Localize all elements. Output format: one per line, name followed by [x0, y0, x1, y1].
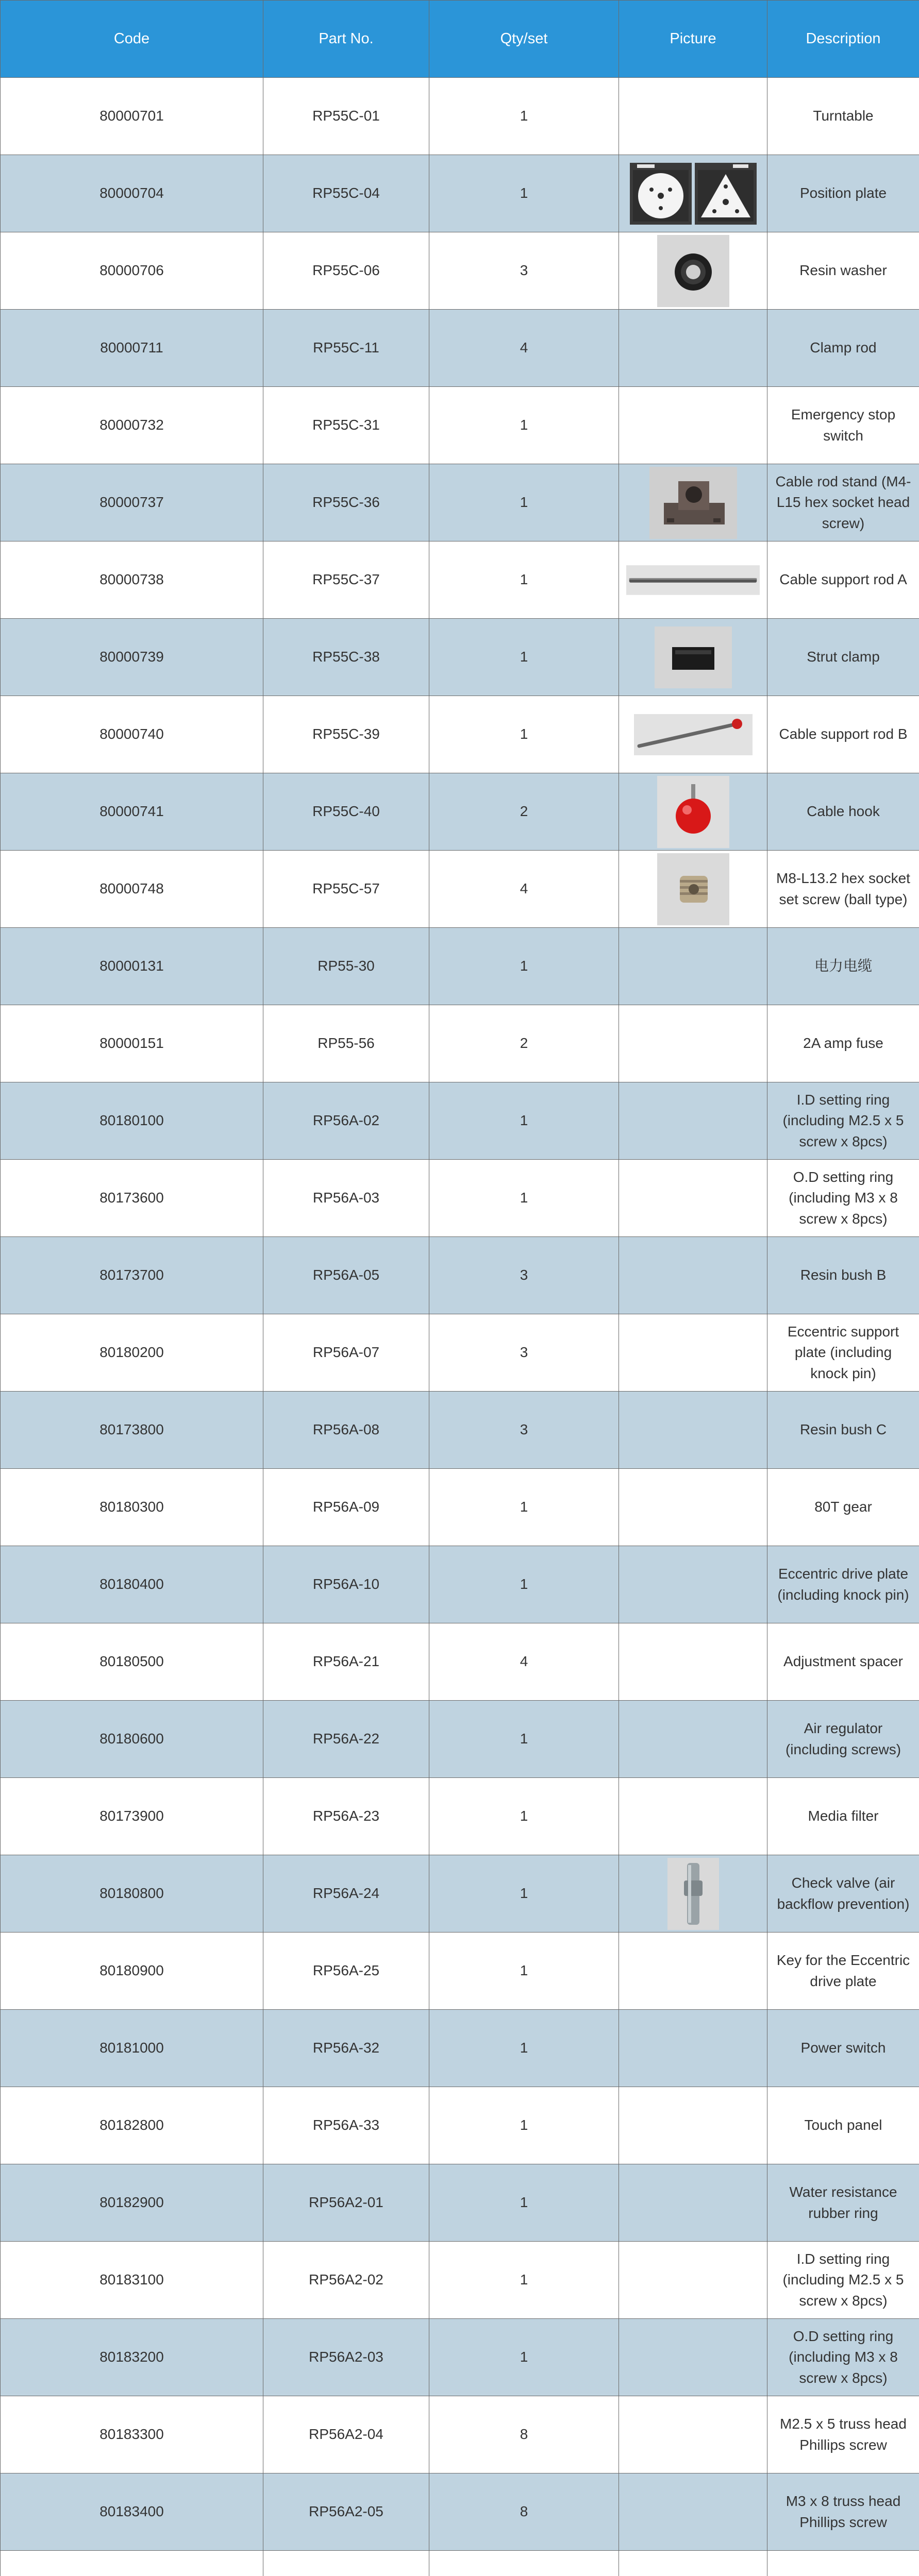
cell-picture: [619, 310, 767, 387]
strut-clamp-photo: [655, 626, 732, 688]
table-row: [1, 2473, 919, 2551]
cell-qty: 1: [429, 1933, 619, 2010]
cell-picture: [619, 1005, 767, 1082]
cell-part-no: RP55C-37: [263, 541, 429, 619]
cell-description: Eccentric drive plate (including knock pin): [767, 1546, 919, 1623]
cell-code: 80180200: [1, 1314, 263, 1392]
position-plate-images: [626, 155, 760, 232]
cell-picture: [619, 1623, 767, 1701]
table-row: [1, 1392, 919, 1469]
cell-code: 80173600: [1, 1160, 263, 1237]
cell-description: Eccentric support plate (including knock pin): [767, 1314, 919, 1392]
table-row: [1, 78, 919, 155]
cell-picture: [619, 1392, 767, 1469]
cell-description: Cable rod stand (M4-L15 hex socket head screw): [767, 464, 919, 541]
table-row: [1, 1005, 919, 1082]
cell-qty: 1: [429, 78, 619, 155]
cell-code: 80000701: [1, 78, 263, 155]
cell-part-no: RP56A2-04: [263, 2396, 429, 2473]
cell-part-no: RP56A-23: [263, 1778, 429, 1855]
cell-qty: 3: [429, 232, 619, 310]
cell-code: 80183300: [1, 2396, 263, 2473]
cell-picture: [619, 155, 767, 232]
cell-picture: [619, 2396, 767, 2473]
cable-rod-stand-image: [626, 464, 760, 541]
cell-picture: [619, 1469, 767, 1546]
cell-picture: [619, 2319, 767, 2396]
cell-picture: [619, 1314, 767, 1392]
cell-description: Media filter: [767, 1778, 919, 1855]
check-valve-image: [626, 1855, 760, 1932]
cell-code: 80180800: [1, 1855, 263, 1933]
cell-qty: 3: [429, 1392, 619, 1469]
table-row: [1, 773, 919, 851]
cell-description: Resin bush C: [767, 1392, 919, 1469]
cell-code: 80000748: [1, 851, 263, 928]
cell-description: Position plate: [767, 155, 919, 232]
cell-description: O.D setting ring (including M3 x 8 screw x 8pcs): [767, 2319, 919, 2396]
cell-part-no: RP56A2-02: [263, 2242, 429, 2319]
cell-part-no: RP55C-11: [263, 310, 429, 387]
cell-qty: 4: [429, 310, 619, 387]
cell-description: 2A amp fuse: [767, 1005, 919, 1082]
cell-code: 80182800: [1, 2087, 263, 2164]
cell-part-no: RP56A2-03: [263, 2319, 429, 2396]
table-row: [1, 1469, 919, 1546]
cell-picture: [619, 1933, 767, 2010]
cell-picture: [619, 1855, 767, 1933]
table-row: [1, 1933, 919, 2010]
resin-washer-photo: [657, 235, 729, 307]
cell-code: 80180400: [1, 1546, 263, 1623]
table-header: [1, 1, 919, 78]
cell-code: 80173800: [1, 1392, 263, 1469]
cell-qty: 1: [429, 2319, 619, 2396]
cable-hook-photo: [657, 776, 729, 848]
table-row: [1, 2551, 919, 2576]
cell-code: 80183100: [1, 2242, 263, 2319]
cell-picture: [619, 1778, 767, 1855]
table-row: [1, 1701, 919, 1778]
cell-picture: [619, 1160, 767, 1237]
table-row: [1, 2087, 919, 2164]
cell-part-no: [263, 2551, 429, 2576]
cell-part-no: RP56A-24: [263, 1855, 429, 1933]
cell-description: M8-L13.2 hex socket set screw (ball type): [767, 851, 919, 928]
cell-qty: 1: [429, 155, 619, 232]
cell-qty: 1: [429, 1546, 619, 1623]
table-row: [1, 541, 919, 619]
cell-code: 80180600: [1, 1701, 263, 1778]
cell-qty: 1: [429, 2010, 619, 2087]
cell-description: Key for the Eccentric drive plate: [767, 1933, 919, 2010]
cell-part-no: RP55C-01: [263, 78, 429, 155]
cell-part-no: RP55C-39: [263, 696, 429, 773]
cell-code: 80000732: [1, 387, 263, 464]
cell-part-no: RP55C-04: [263, 155, 429, 232]
cell-description: [767, 2551, 919, 2576]
cell-part-no: RP55C-57: [263, 851, 429, 928]
cell-qty: 1: [429, 387, 619, 464]
header-code: Code: [1, 1, 263, 78]
cell-qty: 3: [429, 1237, 619, 1314]
table-row: [1, 2319, 919, 2396]
cell-picture: [619, 2164, 767, 2242]
cell-qty: 1: [429, 1160, 619, 1237]
cell-part-no: RP56A-21: [263, 1623, 429, 1701]
set-screw-photo: [657, 853, 729, 925]
cell-part-no: RP56A-25: [263, 1933, 429, 2010]
cell-qty: 1: [429, 1778, 619, 1855]
cell-qty: 1: [429, 2087, 619, 2164]
cell-picture: [619, 232, 767, 310]
cell-qty: 1: [429, 2242, 619, 2319]
table-row: [1, 2242, 919, 2319]
cell-qty: 1: [429, 619, 619, 696]
table-row: [1, 696, 919, 773]
cell-part-no: RP56A-03: [263, 1160, 429, 1237]
cell-part-no: RP56A-09: [263, 1469, 429, 1546]
cell-part-no: RP56A-10: [263, 1546, 429, 1623]
cell-qty: 1: [429, 464, 619, 541]
cell-code: 80000704: [1, 155, 263, 232]
table-row: [1, 1546, 919, 1623]
cell-code: 80173700: [1, 1237, 263, 1314]
table-row: [1, 232, 919, 310]
table-row: [1, 928, 919, 1005]
table-row: [1, 310, 919, 387]
cell-description: Turntable: [767, 78, 919, 155]
cell-code: [1, 2551, 263, 2576]
cell-part-no: RP55C-36: [263, 464, 429, 541]
cell-part-no: RP55C-31: [263, 387, 429, 464]
cell-picture: [619, 2473, 767, 2551]
cable-support-rod-b-image: [626, 696, 760, 773]
table-row: [1, 851, 919, 928]
cell-picture: [619, 851, 767, 928]
table-row: [1, 1623, 919, 1701]
cell-qty: 1: [429, 696, 619, 773]
position-plate-triangle-photo: [695, 163, 757, 225]
cell-picture: [619, 696, 767, 773]
cable-rod-stand-photo: [649, 467, 737, 539]
cell-qty: 8: [429, 2396, 619, 2473]
cell-code: 80000737: [1, 464, 263, 541]
cell-picture: [619, 773, 767, 851]
table-row: [1, 387, 919, 464]
cell-picture: [619, 541, 767, 619]
cell-part-no: RP56A-08: [263, 1392, 429, 1469]
cell-code: 80183200: [1, 2319, 263, 2396]
cell-description: 电力电缆: [767, 928, 919, 1005]
cell-picture: [619, 78, 767, 155]
cell-qty: 1: [429, 1855, 619, 1933]
cell-code: 80000740: [1, 696, 263, 773]
cell-description: Power switch: [767, 2010, 919, 2087]
table-row: [1, 1314, 919, 1392]
cell-part-no: RP56A2-05: [263, 2473, 429, 2551]
cable-support-rod-a-image: [626, 541, 760, 618]
cell-code: 80180900: [1, 1933, 263, 2010]
strut-clamp-image: [626, 619, 760, 696]
cell-qty: 4: [429, 1623, 619, 1701]
cell-picture: [619, 619, 767, 696]
table-row: [1, 1237, 919, 1314]
cell-description: Cable support rod A: [767, 541, 919, 619]
cell-description: I.D setting ring (including M2.5 x 5 screw x 8pcs): [767, 2242, 919, 2319]
header-picture: Picture: [619, 1, 767, 78]
cell-qty: 8: [429, 2473, 619, 2551]
cell-part-no: RP56A2-01: [263, 2164, 429, 2242]
table-row: [1, 619, 919, 696]
cell-picture: [619, 1237, 767, 1314]
table-body: [1, 78, 919, 2576]
table-row: [1, 1855, 919, 1933]
cell-description: Water resistance rubber ring: [767, 2164, 919, 2242]
cell-code: 80180500: [1, 1623, 263, 1701]
cell-qty: 2: [429, 773, 619, 851]
cell-description: O.D setting ring (including M3 x 8 screw x 8pcs): [767, 1160, 919, 1237]
cell-picture: [619, 2551, 767, 2576]
cell-part-no: RP56A-33: [263, 2087, 429, 2164]
cell-picture: [619, 1701, 767, 1778]
table-row: [1, 1082, 919, 1160]
cable-hook-image: [626, 773, 760, 850]
cell-picture: [619, 2010, 767, 2087]
cell-part-no: RP55-30: [263, 928, 429, 1005]
cell-qty: 1: [429, 1701, 619, 1778]
cell-code: 80000131: [1, 928, 263, 1005]
cell-picture: [619, 464, 767, 541]
cell-qty: 1: [429, 2164, 619, 2242]
cell-description: Resin bush B: [767, 1237, 919, 1314]
cell-picture: [619, 1546, 767, 1623]
cell-part-no: RP56A-02: [263, 1082, 429, 1160]
cell-code: 80000151: [1, 1005, 263, 1082]
cell-description: Touch panel: [767, 2087, 919, 2164]
cell-picture: [619, 2242, 767, 2319]
cell-description: M3 x 8 truss head Phillips screw: [767, 2473, 919, 2551]
cell-code: 80000706: [1, 232, 263, 310]
cell-description: M2.5 x 5 truss head Phillips screw: [767, 2396, 919, 2473]
cell-part-no: RP56A-05: [263, 1237, 429, 1314]
cell-description: Strut clamp: [767, 619, 919, 696]
cell-description: Cable hook: [767, 773, 919, 851]
cell-code: 80000741: [1, 773, 263, 851]
cell-code: 80182900: [1, 2164, 263, 2242]
cell-part-no: RP56A-07: [263, 1314, 429, 1392]
set-screw-image: [626, 851, 760, 927]
position-plate-round-photo: [630, 163, 692, 225]
cell-description: Cable support rod B: [767, 696, 919, 773]
cell-description: 80T gear: [767, 1469, 919, 1546]
table-row: [1, 1778, 919, 1855]
cell-picture: [619, 2087, 767, 2164]
table-row: [1, 1160, 919, 1237]
header-description: Description: [767, 1, 919, 78]
cell-qty: 1: [429, 1082, 619, 1160]
header-part-no: Part No.: [263, 1, 429, 78]
table-row: [1, 464, 919, 541]
cell-description: I.D setting ring (including M2.5 x 5 screw x 8pcs): [767, 1082, 919, 1160]
table-row: [1, 2164, 919, 2242]
cell-part-no: RP56A-32: [263, 2010, 429, 2087]
header-qty: Qty/set: [429, 1, 619, 78]
cell-part-no: RP55C-06: [263, 232, 429, 310]
cell-code: 80000738: [1, 541, 263, 619]
cell-code: 80000711: [1, 310, 263, 387]
resin-washer-image: [626, 232, 760, 309]
cell-code: 80180300: [1, 1469, 263, 1546]
cell-qty: 3: [429, 1314, 619, 1392]
cell-qty: 2: [429, 1005, 619, 1082]
cell-description: Emergency stop switch: [767, 387, 919, 464]
cell-qty: [429, 2551, 619, 2576]
cell-description: Clamp rod: [767, 310, 919, 387]
cell-code: 80181000: [1, 2010, 263, 2087]
cell-picture: [619, 928, 767, 1005]
cable-support-rod-b-photo: [634, 714, 753, 755]
cell-qty: 4: [429, 851, 619, 928]
cell-picture: [619, 1082, 767, 1160]
cable-support-rod-a-photo: [626, 565, 760, 596]
cell-description: Resin washer: [767, 232, 919, 310]
cell-qty: 1: [429, 541, 619, 619]
cell-part-no: RP55-56: [263, 1005, 429, 1082]
cell-part-no: RP56A-22: [263, 1701, 429, 1778]
cell-part-no: RP55C-38: [263, 619, 429, 696]
cell-code: 80180100: [1, 1082, 263, 1160]
table-row: [1, 155, 919, 232]
cell-code: 80183400: [1, 2473, 263, 2551]
cell-description: Adjustment spacer: [767, 1623, 919, 1701]
table-row: [1, 2396, 919, 2473]
cell-code: 80173900: [1, 1778, 263, 1855]
cell-description: Air regulator (including screws): [767, 1701, 919, 1778]
cell-qty: 1: [429, 1469, 619, 1546]
cell-picture: [619, 387, 767, 464]
cell-description: Check valve (air backflow prevention): [767, 1855, 919, 1933]
cell-code: 80000739: [1, 619, 263, 696]
check-valve-photo: [667, 1858, 719, 1930]
cell-part-no: RP55C-40: [263, 773, 429, 851]
cell-qty: 1: [429, 928, 619, 1005]
table-row: [1, 2010, 919, 2087]
